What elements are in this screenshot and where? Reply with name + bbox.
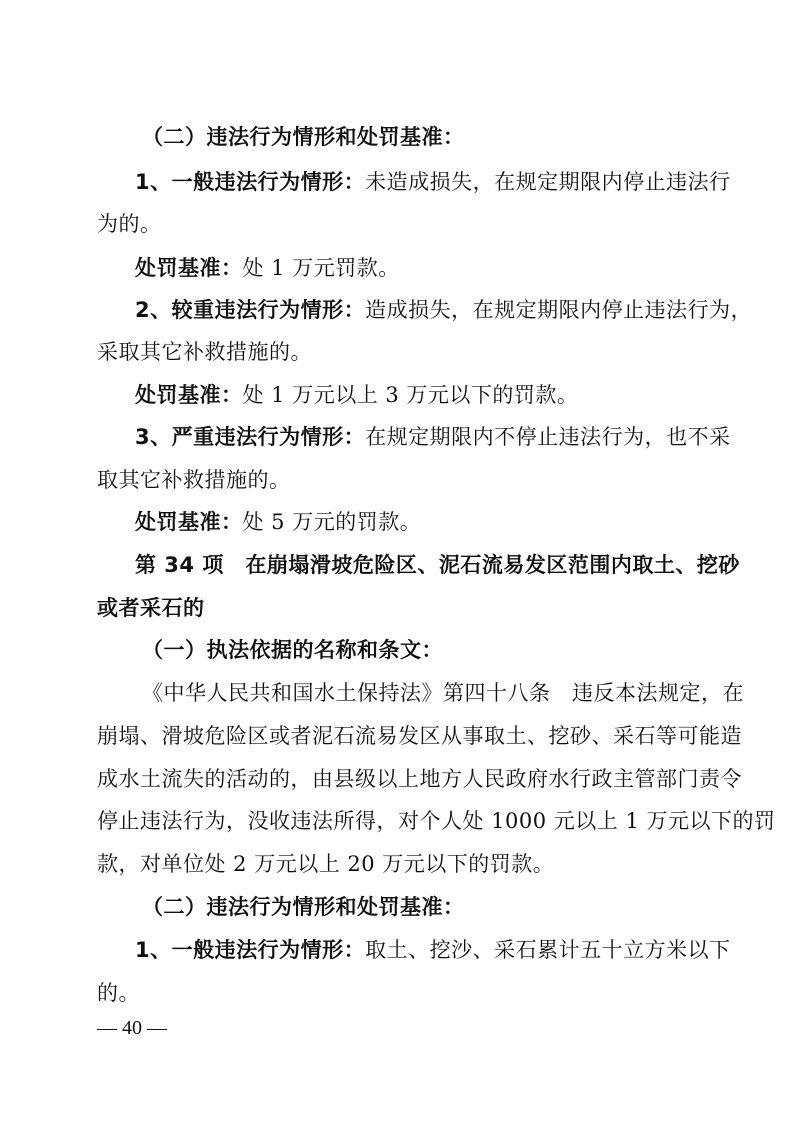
penalty-line (135, 248, 697, 288)
item-34-title-continuation: 或者采石的 (97, 596, 205, 620)
penalty-line (135, 502, 697, 542)
paragraph-serious-violation (135, 290, 753, 330)
paragraph-general-violation-2 (135, 930, 731, 970)
section-heading-legal-basis: （一）执法依据的名称和条文： (142, 638, 443, 662)
item-34-title: 第 34 项 在崩塌滑坡危险区、泥石流易发区范围内取土、挖砂 (135, 553, 740, 577)
item-text: 未造成损失，在规定期限内停止违法行 (365, 170, 731, 194)
penalty-line (135, 375, 697, 415)
law-text-line: 成水土流失的活动的，由县级以上地方人民政府水行政主管部门责令 (97, 767, 742, 791)
penalty-text: 处 5 万元的罚款。 (242, 510, 422, 534)
law-text-line: 停止违法行为，没收违法所得，对个人处 1000 元以上 1 万元以下的罚 (97, 809, 776, 833)
paragraph-continuation: 的。 (97, 981, 140, 1005)
item-label: 1、一般违法行为情形： (135, 938, 366, 962)
paragraph-continuation: 取其它补救措施的。 (97, 468, 291, 492)
penalty-label: 处罚基准： (135, 383, 243, 407)
penalty-label: 处罚基准： (135, 256, 243, 280)
paragraph-severe-violation (135, 417, 731, 457)
item-label: 3、严重违法行为情形： (135, 425, 366, 449)
section-heading-penalty-standards: （二）违法行为情形和处罚基准： (142, 125, 465, 149)
penalty-label: 处罚基准： (135, 510, 243, 534)
section-heading-penalty-standards-2: （二）违法行为情形和处罚基准： (142, 895, 465, 919)
law-text-line: 《中华人民共和国水土保持法》第四十八条 违反本法规定，在 (142, 681, 744, 705)
paragraph-continuation: 采取其它补救措施的。 (97, 340, 312, 364)
item-text: 取土、挖沙、采石累计五十立方米以下 (365, 938, 731, 962)
page-number: — 40 — (97, 1017, 167, 1039)
penalty-text: 处 1 万元罚款。 (242, 256, 400, 280)
item-label: 1、一般违法行为情形： (135, 170, 366, 194)
paragraph-general-violation (135, 162, 731, 202)
penalty-text: 处 1 万元以上 3 万元以下的罚款。 (242, 383, 579, 407)
paragraph-continuation: 为的。 (97, 212, 162, 236)
law-text-line: 款，对单位处 2 万元以上 20 万元以下的罚款。 (97, 852, 555, 876)
item-text: 造成损失，在规定期限内停止违法行为， (365, 298, 753, 322)
law-text-line: 崩塌、滑坡危险区或者泥石流易发区从事取土、挖砂、采石等可能造 (97, 724, 742, 748)
item-text: 在规定期限内不停止违法行为，也不采 (365, 425, 731, 449)
item-label: 2、较重违法行为情形： (135, 298, 366, 322)
